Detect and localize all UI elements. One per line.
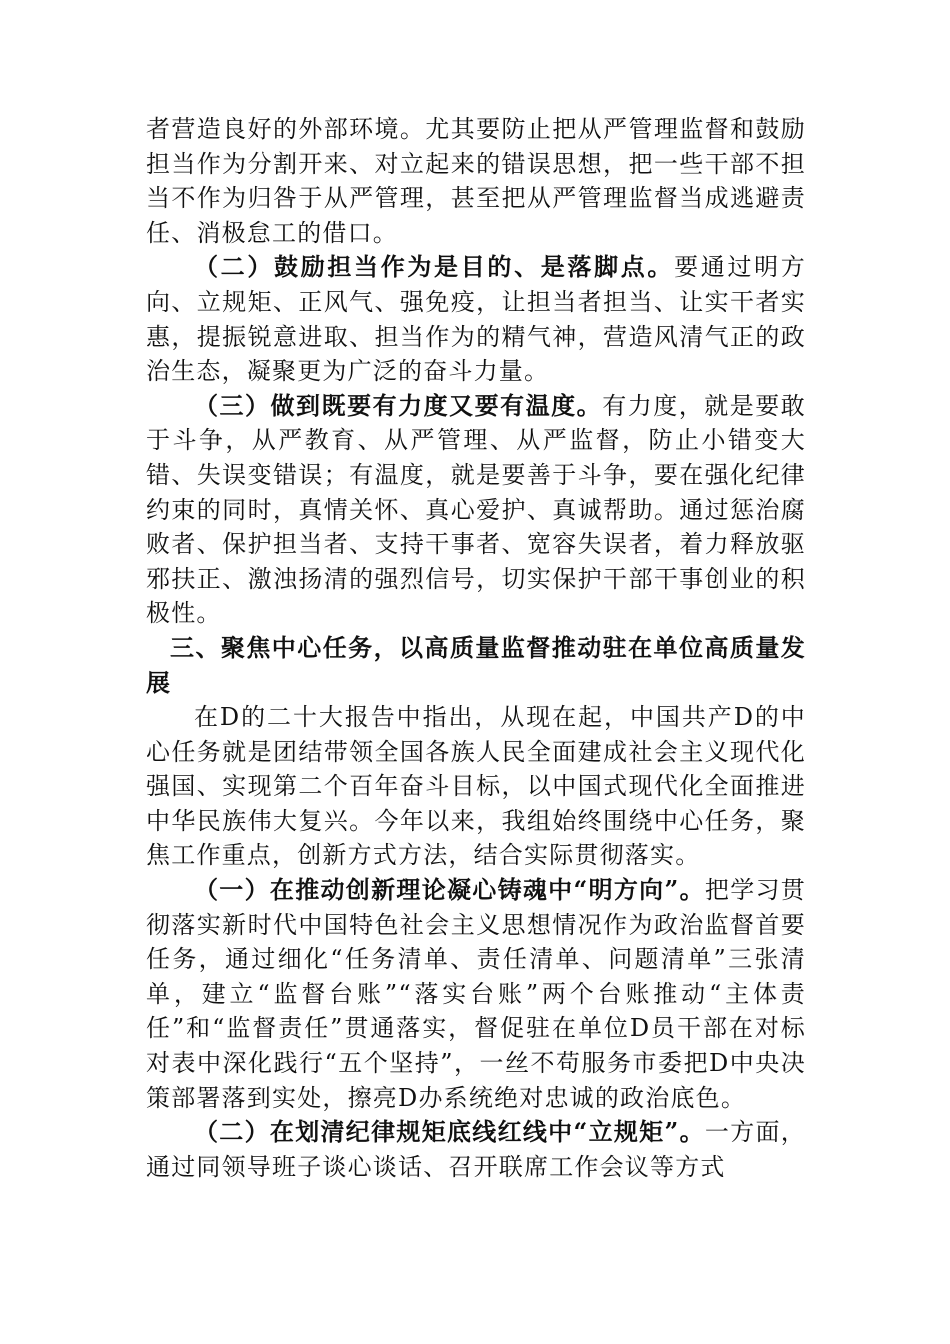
paragraph-text: 一方面，通过同领导班子谈心谈话、召开联席工作会议等方式 [146, 1118, 806, 1181]
paragraph-lead: （三）做到既要有力度又要有温度。 [194, 390, 603, 420]
paragraph-central-task [146, 700, 806, 873]
paragraph-text: 要通过明方向、立规矩、正风气、强免疫，让担当者担当、让实干者实惠，提振锐意进取、担当作为的精气神，营造风清气正的政治生态，凝聚更为广泛的奋斗力量。 [146, 253, 806, 386]
paragraph-lead: （一）在推动创新理论凝心铸魂中“明方向”。 [194, 875, 705, 905]
document-page [146, 112, 806, 1184]
paragraph-continuation [146, 112, 806, 250]
paragraph-lead: （二）鼓励担当作为是目的、是落脚点。 [194, 252, 675, 282]
paragraph-text: 者营造良好的外部环境。尤其要防止把从严管理监督和鼓励担当作为分割开来、对立起来的错误思想，把一些干部不担当不作为归咎于从严管理，甚至把从严管理监督当成逃避责任、消极怠工的借口。 [146, 115, 806, 247]
paragraph-lead: （二）在划清纪律规矩底线红线中“立规矩”。 [194, 1117, 705, 1147]
paragraph-direction [146, 873, 806, 1115]
paragraph-strength-and-warmth [146, 389, 806, 631]
paragraph-text: 把学习贯彻落实新时代中国特色社会主义思想情况作为政治监督首要任务，通过细化“任务清单、责任清单、问题清单”三张清单，建立“监督台账”“落实台账”两个台账推动“主体责任”和“监督责任”贯通落实，督促驻在单位D员干部在对标对表中深化践行“五个坚持”，一丝不苟服务市委把D中央决策部署落到实处，擦亮D办系统绝对忠诚的政治底色。 [146, 876, 806, 1112]
paragraph-text: 在D的二十大报告中指出，从现在起，中国共产D的中心任务就是团结带领全国各族人民全面建成社会主义现代化强国、实现第二个百年奋斗目标，以中国式现代化全面推进中华民族伟大复兴。今年以来，我组始终围绕中心任务，聚焦工作重点，创新方式方法，结合实际贯彻落实。 [146, 703, 806, 870]
paragraph-encourage-responsibility [146, 250, 806, 388]
paragraph-rules [146, 1115, 806, 1184]
paragraph-text: 有力度，就是要敢于斗争，从严教育、从严管理、从严监督，防止小错变大错、失误变错误；有温度，就是要善于斗争，要在强化纪律约束的同时，真情关怀、真心爱护、真诚帮助。通过惩治腐败者、保护担当者、支持干事者、宽容失误者，着力释放驱邪扶正、激浊扬清的强烈信号，切实保护干部干事创业的积极性。 [146, 391, 806, 628]
section-heading: 三、聚焦中心任务，以高质量监督推动驻在单位高质量发展 [146, 632, 806, 697]
